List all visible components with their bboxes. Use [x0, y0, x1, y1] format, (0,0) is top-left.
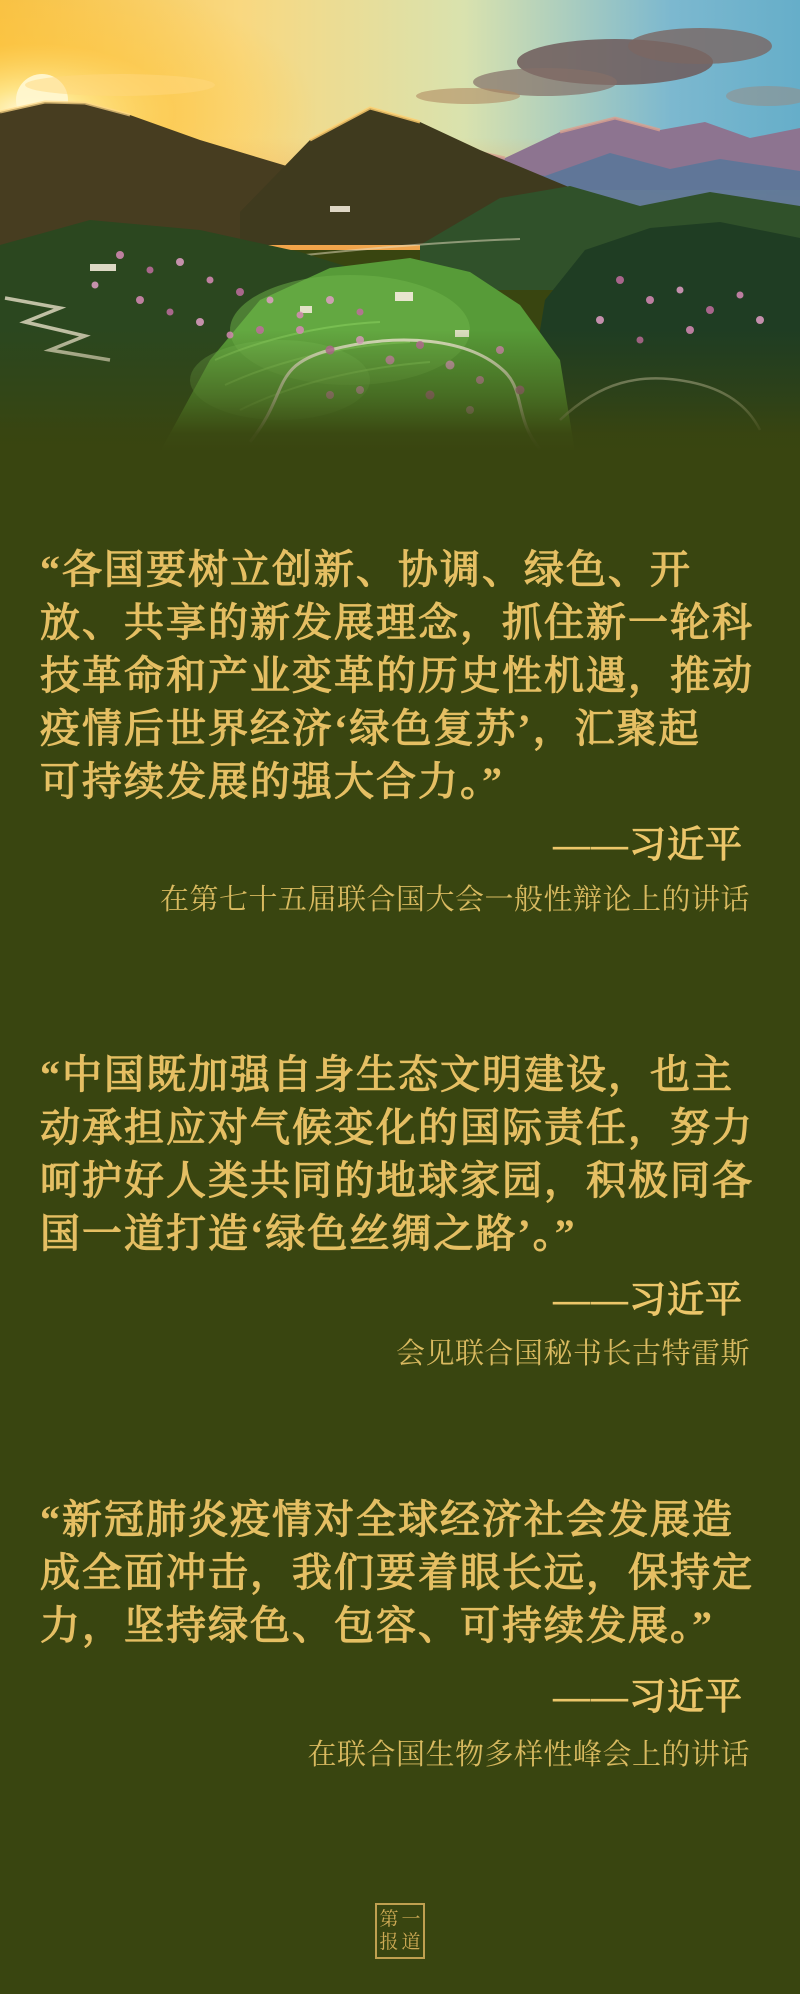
quote-line: 成全面冲击，我们要着眼长远，保持定: [40, 1550, 754, 1595]
quote-line: 技革命和产业变革的历史性机遇，推动: [40, 653, 754, 698]
quote-line: 疫情后世界经济‘绿色复苏’，汇聚起: [40, 706, 701, 751]
logo-row-1: 第一: [379, 1909, 424, 1930]
quote-block-2: [0, 1048, 800, 1260]
quote-line: “各国要树立创新、协调、绿色、开: [40, 547, 692, 592]
quote-source-3: 在联合国生物多样性峰会上的讲话: [307, 1739, 750, 1771]
quote-line: “新冠肺炎疫情对全球经济社会发展造: [40, 1497, 734, 1542]
mountain-sunset-photo: [0, 0, 800, 452]
quote-block-1: [0, 543, 800, 808]
quote-line: 国一道打造‘绿色丝绸之路’。”: [40, 1211, 577, 1256]
hero-scene: [0, 0, 800, 452]
diyi-baodao-logo: [375, 1903, 425, 1959]
attribution-xi-jinping-2: ——习近平: [553, 1280, 743, 1321]
quote-line: 放、共享的新发展理念，抓住新一轮科: [40, 600, 754, 645]
logo-row-2: 报道: [379, 1932, 424, 1953]
quote-line: 动承担应对气候变化的国际责任，努力: [40, 1105, 754, 1150]
quote-source-2: 会见联合国秘书长古特雷斯: [395, 1338, 750, 1370]
quote-line: 可持续发展的强大合力。”: [40, 759, 504, 804]
quote-block-3: [0, 1493, 800, 1652]
attribution-xi-jinping-1: ——习近平: [553, 825, 743, 866]
quote-line: 力，坚持绿色、包容、可持续发展。”: [40, 1603, 714, 1648]
attribution-xi-jinping-3: ——习近平: [553, 1677, 743, 1718]
quote-source-1: 在第七十五届联合国大会一般性辩论上的讲话: [159, 884, 750, 916]
photo-fade: [0, 330, 800, 452]
quote-line: “中国既加强自身生态文明建设，也主: [40, 1052, 734, 1097]
quote-line: 呵护好人类共同的地球家园，积极同各: [40, 1158, 754, 1203]
